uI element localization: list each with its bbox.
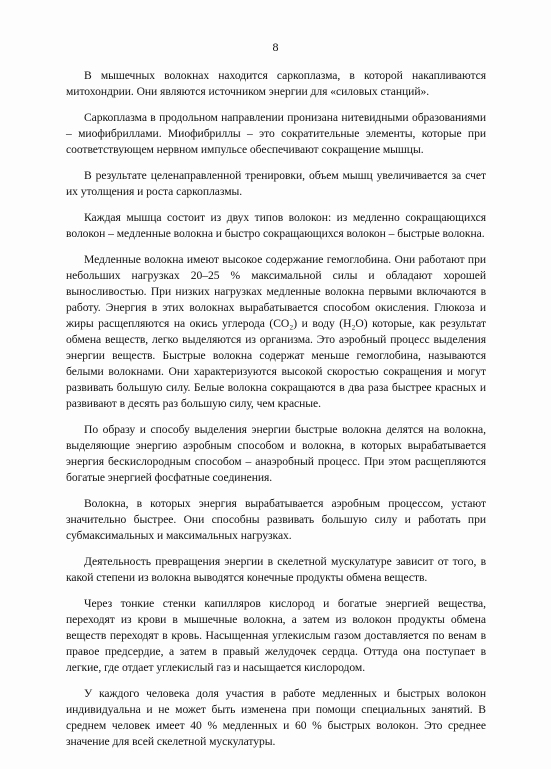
page-body — [66, 68, 486, 760]
paragraph-fiber-types: Каждая мышца состоит из двух типов волокон: из медленно сокращающихся волокон – медленные волокна и быстро сокращающихся волокон – быстрые волокна. — [66, 211, 486, 240]
paragraph-energy-release: По образу и способу выделения энергии быстрые волокна делятся на волокна, выделяющие энергию аэробным способом и волокна, в которых вырабатывается энергия бескислородным способом – анаэробный процесс. При этом расщепляются богатые энергией фосфатные соединения. — [66, 423, 486, 484]
paragraph-slow-fibers: Медленные волокна имеют высокое содержание гемоглобина. Они работают при небольших нагрузках 20–25 % максимальной силы и обладают хорошей выносливостью. При низких нагрузках медленные волокна первыми включаются в работу. Энергия в этих волокнах вырабатывается способом окисления. Глюкоза и жиры расщепляются на окись углерода (CO₂) и воду (H₂O) которые, как результат обмена веществ, легко выделяются из организма. Это аэробный процесс выделения энергии веществ. Быстрые волокна содержат меньше гемоглобина, называются белыми волокнами. Они характеризуются высокой скоростью сокращения и могут развивать большую силу. Белые волокна сокращаются в два раза быстрее красных и развивают в десять раз большую силу, чем красные. — [66, 253, 486, 410]
paragraph-training: В результате целенаправленной тренировки, объем мышц увеличивается за счет их утолщения и роста саркоплазмы. — [66, 169, 486, 198]
paragraph-energy-conversion: Деятельность превращения энергии в скелетной мускулатуре зависит от того, в какой степени из волокна выводятся конечные продукты обмена веществ. — [66, 555, 486, 584]
paragraph-myofibrils: Саркоплазма в продольном направлении пронизана нитевидными образованиями – миофибриллами. Миофибриллы – это сократительные элементы, которые при соответствующем нервном импульсе обеспечивают сокращение мышцы. — [66, 111, 486, 156]
paragraph-aerobic-fibers: Волокна, в которых энергия вырабатывается аэробным процессом, устают значительно быстрее. Они способны развивать большую силу и работать при субмаксимальных и максимальных нагрузках. — [66, 497, 486, 542]
paragraph-fiber-ratio: У каждого человека доля участия в работе медленных и быстрых волокон индивидуальна и не может быть изменена при помощи специальных занятий. В среднем человек имеет 40 % медленных и 60 % быстрых волокон. Это среднее значение для всей скелетной мускулатуры. — [66, 687, 486, 748]
page-number: 8 — [272, 40, 279, 54]
paragraph-sarcoplasm: В мышечных волокнах находится саркоплазма, в которой накапливаются митохондрии. Они являются источником энергии для «силовых станций». — [66, 69, 486, 98]
paragraph-capillaries: Через тонкие стенки капилляров кислород и богатые энергией вещества, переходят из крови в мышечные волокна, а затем из волокон продукты обмена веществ переходят в кровь. Насыщенная углекислым газом доставляется по венам в правое предсердие, а затем в правый желудочек сердца. Оттуда она поступает в легкие, где отдает углекислый газ и насыщается кислородом. — [66, 597, 486, 674]
